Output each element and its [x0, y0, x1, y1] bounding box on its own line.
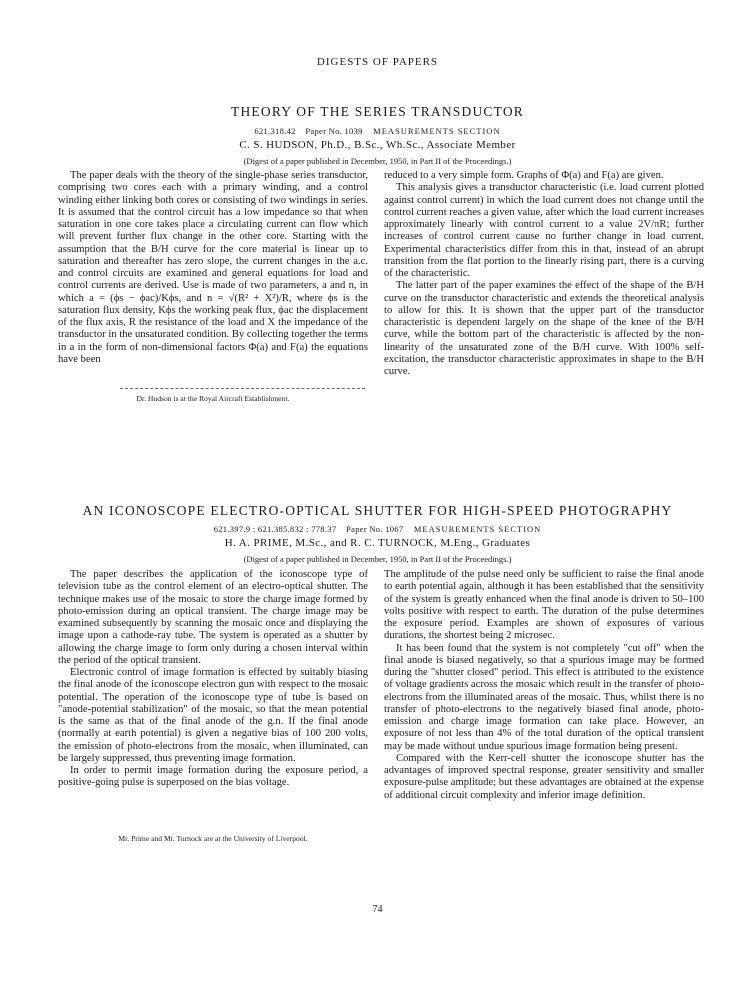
- paper-1-left-column: [58, 170, 368, 366]
- paper-2-right-paragraph: It has been found that the system is not completely "cut off" when the final anode is biased negatively, so that a spurious image may be formed during the "shutter closed" period. This effect is attributed to the existence of voltage gradients across the mosaic which result in the transfer of photo-electrons from the illuminated areas of the mosaic. Thus, whilst there is no transfer of photo-electrons to the negatively biased final anode, photo-emission and charge image formation can take place. However, an exposure of not less than 4% of the total duration of the optical transient may be made without undue spurious image formation being present.: [384, 642, 704, 752]
- paper-1-left-paragraph: The paper deals with the theory of the single-phase series transductor, comprising two cores each with a primary winding, and a control winding either linking both cores or consisting of two windings in series. It is assumed that the control circuit has a low impedance so that when saturation in one core takes place a circulating current can flow which will prevent further flux change in the other core. Starting with the assumption that the B/H curve for the core material is linear up to saturation and thereafter has zero slope, the current changes in the a.c. and control circuits are examined and general equations for load and control currents are derived. Use is made of two parameters, a and n, in which a = (ϕs − ϕac)/Kϕs, and n = √(R² + X²)/R, where ϕs is the saturation flux density, Kϕs the working peak flux, ϕac the displacement of the flux axis, R the resistance of the load and X the impedance of the transductor in the unsaturated condition. By collecting together the terms in a in the form of non-dimensional factors Φ(a) and F(a) the equations have been: [58, 170, 368, 365]
- paper-1-right-paragraph: The latter part of the paper examines the effect of the shape of the B/H curve on the transductor characteristic and extends the theoretical analysis to allow for this. It is shown that the upper part of the transductor characteristic is dependent largely on the shape of the knee of the B/H curve, while the bottom part of the characteristic is affected by the non-linearity of the unsaturated zone of the B/H curve. With 100% self-excitation, the transductor characteristic approximates in shape to the B/H curve.: [384, 280, 704, 377]
- paper-2-section: MEASUREMENTS SECTION: [413, 524, 542, 534]
- paper-1-authors: C. S. HUDSON, Ph.D., B.Sc., Wh.Sc., Associate Member: [239, 139, 516, 151]
- paper-2-left-paragraph: The paper describes the application of the iconoscope type of television tube as the control element of an electro-optical shutter. The technique makes use of the mosaic to store the charge image formed by photo-emission during an optical transient. The charge image may be examined subsequently by scanning the mosaic once and displaying the image upon a cathode-ray tube. The system is operated as a shutter by allowing the charge image to form only during a chosen interval within the period of the optical transient.: [58, 569, 368, 666]
- paper-1-footnote-rule: [120, 388, 365, 389]
- paper-2-paper-no: Paper No. 1067: [346, 524, 404, 534]
- paper-1-digest-note: (Digest of a paper published in December, 1950, in Part II of the Proceedings.): [243, 156, 512, 166]
- paper-2-left-column: [58, 569, 368, 790]
- paper-2-authors: H. A. PRIME, M.Sc., and R. C. TURNOCK, M.Eng., Graduates: [224, 537, 531, 549]
- paper-2-digest-note: (Digest of a paper published in December, 1950, in Part II of the Proceedings.): [243, 554, 512, 564]
- paper-2-right-paragraph: Compared with the Kerr-cell shutter the iconoscope shutter has the advantages of improved spectral response, greater sensitivity and smaller exposure-pulse amplitude; but these advantages are obtained at the expense of additional circuit complexity and inferior image definition.: [384, 752, 704, 801]
- paper-2-footnote: Mr. Prime and Mr. Turnock are at the University of Liverpool.: [118, 834, 308, 843]
- paper-1-title: THEORY OF THE SERIES TRANSDUCTOR: [231, 104, 524, 119]
- page-number: 74: [372, 904, 383, 915]
- paper-1-right-column: [384, 170, 704, 378]
- paper-2-right-paragraph: The amplitude of the pulse need only be sufficient to raise the final anode to earth potential again, although it has been established that the sensitivity of the system is greatly enhanced when the final anode is driven to 50–100 volts positive with respect to earth. The duration of the pulse determines the exposure period. Examples are shown of exposures of various durations, the shortest being 2 microsec.: [384, 569, 704, 642]
- paper-2-left-paragraph: Electronic control of image formation is effected by suitably biasing the final anode of the iconoscope electron gun with respect to the mosaic potential. The operation of the iconoscope type of tube is based on "anode-potential stabilization" of the mosaic, so that the mean potential is the same as that of the final anode of the g.n. If the final anode (normally at earth potential) is given a negative bias of 100 200 volts, the emission of photo-electrons from the mosaic, when illuminated, can be largely suppressed, thus preventing image formation.: [58, 667, 368, 764]
- paper-1-section: MEASUREMENTS SECTION: [373, 126, 501, 136]
- running-head: DIGESTS OF PAPERS: [316, 56, 439, 68]
- paper-1-classification: 621.318.42: [254, 126, 296, 136]
- paper-2-left-paragraph: In order to permit image formation during the exposure period, a positive-going pulse is superposed on the bias voltage.: [58, 765, 368, 789]
- paper-2-title: AN ICONOSCOPE ELECTRO-OPTICAL SHUTTER FOR HIGH-SPEED PHOTOGRAPHY: [82, 503, 673, 518]
- paper-2-meta: [0, 524, 755, 534]
- paper-1-right-paragraph: reduced to a very simple form. Graphs of Φ(a) and F(a) are given.: [384, 170, 664, 181]
- paper-1-right-paragraph: This analysis gives a transductor characteristic (i.e. load current plotted against control current) in which the load current does not change until the control current reaches a given value, after which the load current increases approximately linearly with control current to a value 2V/πR; further increases of control current cause no further change in load current. Experimental characteristics differ from this in that, instead of an abrupt transition from the flat portion to the linearly rising part, there is a curving of the characteristic.: [384, 182, 705, 279]
- paper-1-footnote: Dr. Hudson is at the Royal Aircraft Establishment.: [136, 394, 290, 403]
- paper-2-right-column: [384, 569, 704, 802]
- paper-1-paper-no: Paper No. 1039: [305, 126, 363, 136]
- paper-2-classification: 621.397.9 : 621.385.832 : 778.37: [213, 524, 337, 534]
- paper-1-meta: [0, 126, 755, 136]
